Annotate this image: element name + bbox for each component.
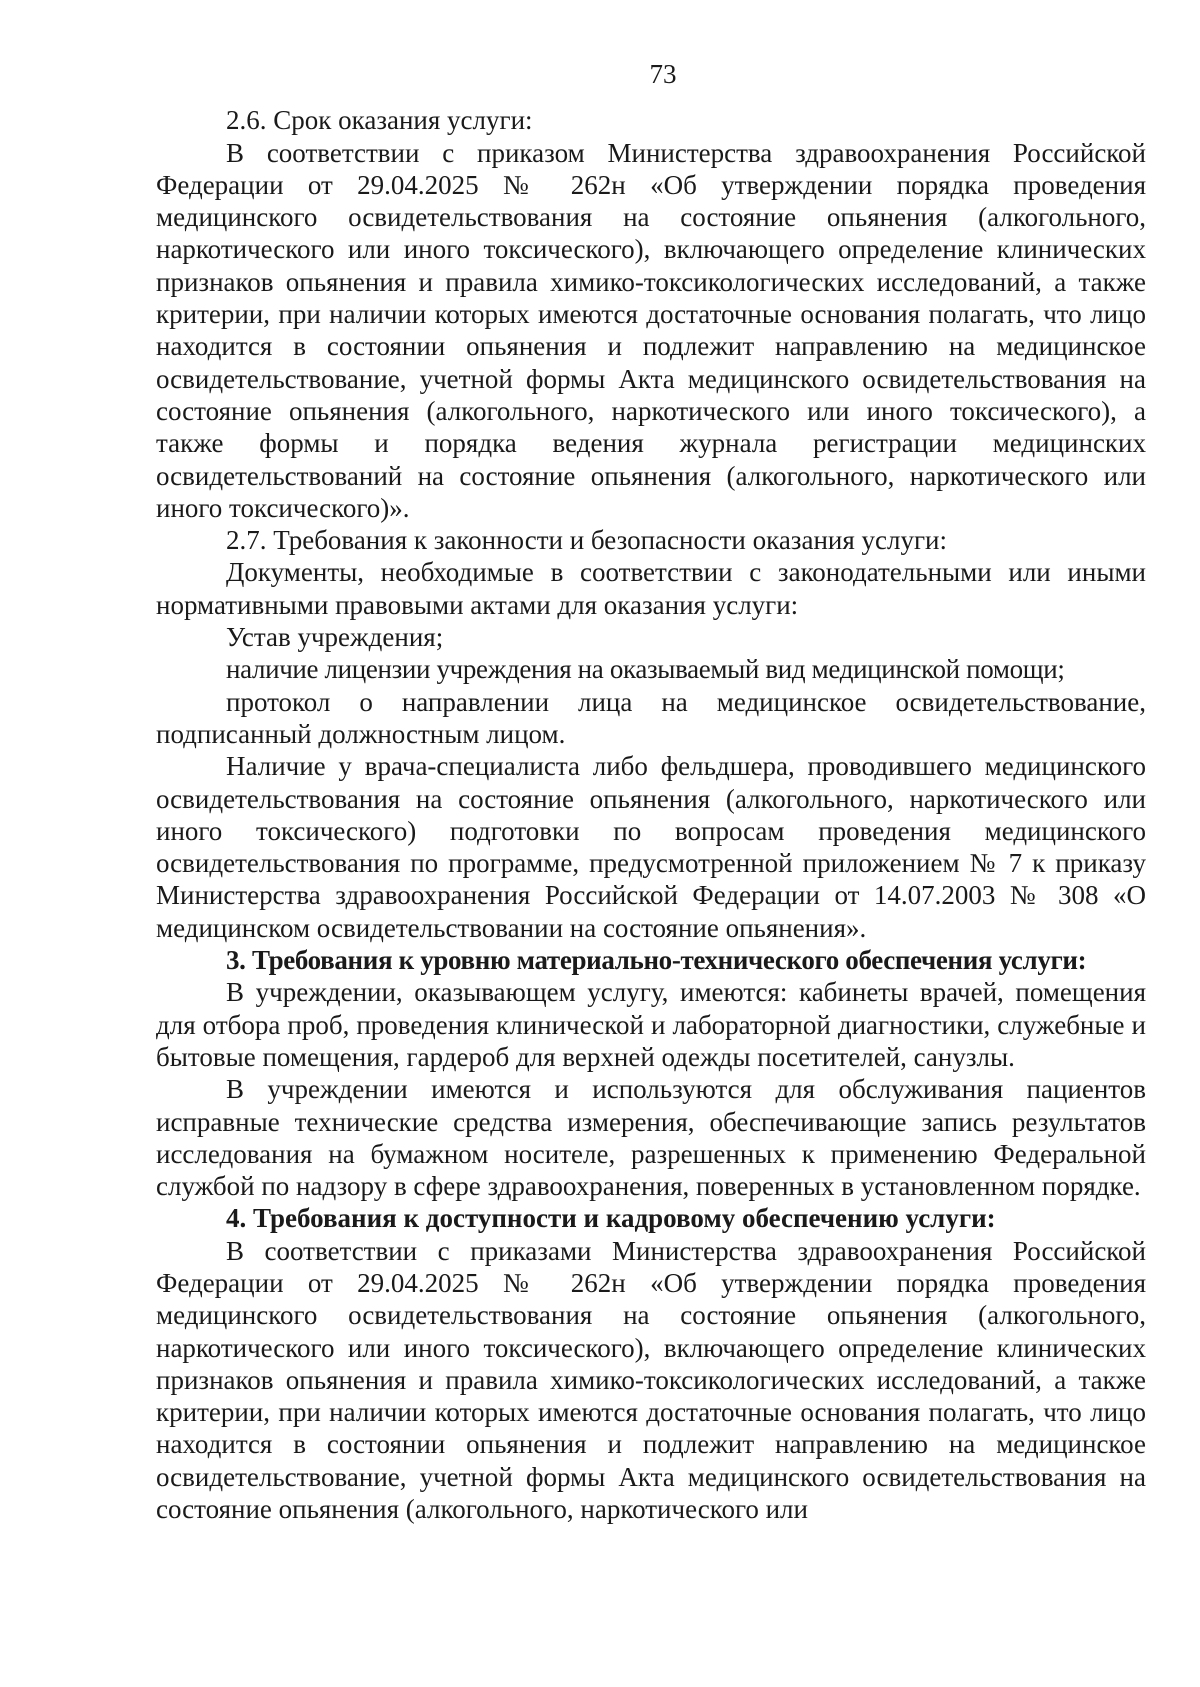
paragraph-2-6-title: 2.6. Срок оказания услуги: [226,105,533,136]
paragraph-2-7-title: 2.7. Требования к законности и безопасности оказания услуги: [226,525,948,556]
paragraph-facilities: В учреждении, оказывающем услугу, имеются: кабинеты врачей, помещения для отбора проб, проведения клинической и лабораторной диагностики, служебные и бытовые помещения, гардероб для верхней одежды посетителей, санузлы. [156,977,1146,1072]
section-4-heading: 4. Требования к доступности и кадровому обеспечению услуги: [226,1203,996,1234]
paragraph-training: Наличие у врача-специалиста либо фельдшера, проводившего медицинского освидетельствования на состояние опьянения (алкогольного, наркотического или иного токсического) подготовки по вопросам проведения медицинского освидетельствования по программе, предусмотренной приложением № 7 к приказу Министерства здравоохранения Российской Федерации от 14.07.2003 № 308 «О медицинском освидетельствовании на состояние опьянения». [156,751,1146,943]
paragraph-section-4-body: В соответствии с приказами Министерства здравоохранения Российской Федерации от 29.04.2025 № 262н «Об утверждении порядка проведения медицинского освидетельствования на состояние опьянения (алкогольного, наркотического или иного токсического), включающего определение клинических признаков опьянения и правила химико-токсикологических исследований, а также критерии, при наличии которых имеются достаточные основания полагать, что лицо находится в состоянии опьянения и подлежит направлению на медицинское освидетельствование, учетной формы Акта медицинского освидетельствования на состояние опьянения (алкогольного, наркотического или [156,1235,1146,1525]
document-page [156,58,1146,1525]
paragraph-charter: Устав учреждения; [226,622,444,653]
paragraph-documents: Документы, необходимые в соответствии с законодательными или иными нормативными правовыми актами для оказания услуги: [156,557,1146,620]
paragraph-license: наличие лицензии учреждения на оказываемый вид медицинской помощи; [226,654,1065,685]
paragraph-protocol: протокол о направлении лица на медицинское освидетельствование, подписанный должностным лицом. [156,686,1146,749]
paragraph-2-6-body: В соответствии с приказом Министерства здравоохранения Российской Федерации от 29.04.2025 № 262н «Об утверждении порядка проведения медицинского освидетельствования на состояние опьянения (алкогольного, наркотического или иного токсического), включающего определение клинических признаков опьянения и правила химико-токсикологических исследований, а также критерии, при наличии которых имеются достаточные основания полагать, что лицо находится в состоянии опьянения и подлежит направлению на медицинское освидетельствование, учетной формы Акта медицинского освидетельствования на состояние опьянения (алкогольного, наркотического или иного токсического), а также формы и порядка ведения журнала регистрации медицинских освидетельствований на состояние опьянения (алкогольного, наркотического или иного токсического)». [156,137,1146,523]
page-number: 73 [649,59,677,89]
paragraph-equipment: В учреждении имеются и используются для обслуживания пациентов исправные технические средства измерения, обеспечивающие запись результатов исследования на бумажном носителе, разрешенных к применению Федеральной службой по надзору в сфере здравоохранения, поверенных в установленном порядке. [156,1074,1146,1202]
section-3-heading: 3. Требования к уровню материально-технического обеспечения услуги: [226,945,1087,976]
